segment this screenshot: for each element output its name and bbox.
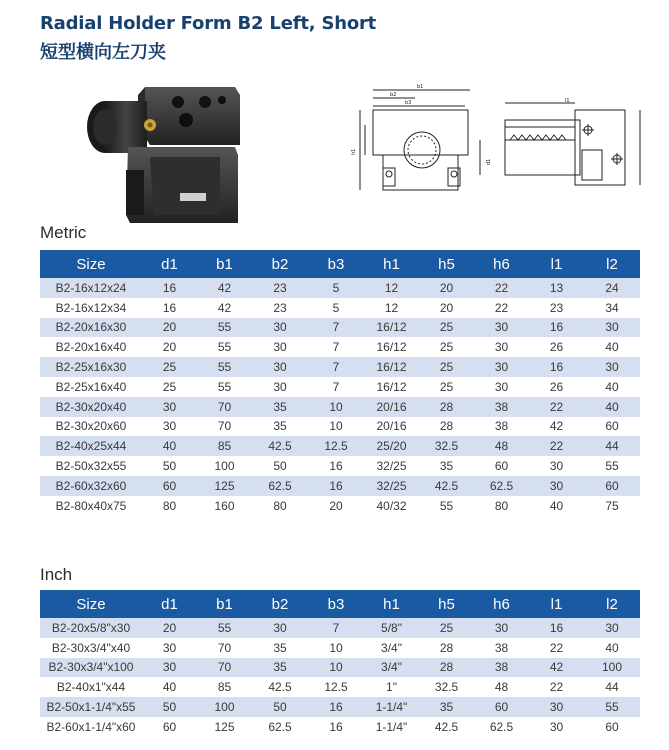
table-row: [40, 318, 640, 338]
value-cell: 7: [332, 379, 340, 394]
value-cell: 30: [252, 357, 308, 377]
value-cell: 23: [252, 278, 308, 298]
size-cell: B2-40x1"x44: [56, 680, 126, 695]
value-cell: 35: [439, 459, 454, 474]
value-cell: 30: [142, 397, 197, 417]
value-cell: 55: [197, 618, 252, 638]
value-cell: 60: [605, 719, 619, 734]
value-cell: 80: [494, 498, 509, 513]
metric-column-header: h1: [364, 250, 419, 278]
value-cell: 55: [197, 318, 252, 338]
value-cell: 30: [494, 340, 509, 355]
value-cell: 85: [197, 436, 252, 456]
value-cell: 60: [605, 419, 619, 434]
value-cell: 80: [273, 498, 287, 513]
value-cell: 16: [529, 357, 584, 377]
value-cell: 26: [549, 340, 564, 355]
table-row: [40, 717, 640, 737]
value-cell: 55: [584, 697, 640, 717]
value-cell: 25: [419, 318, 474, 338]
value-cell: 20: [329, 498, 343, 513]
value-cell: 160: [214, 498, 235, 513]
value-cell: 1-1/4": [364, 697, 419, 717]
value-cell: 40: [605, 379, 619, 394]
value-cell: 25: [142, 357, 197, 377]
value-cell: 38: [474, 658, 529, 678]
value-cell: 16: [329, 719, 343, 734]
value-cell: 16: [308, 476, 364, 496]
value-cell: 22: [549, 640, 564, 655]
value-cell: 30: [162, 419, 177, 434]
value-cell: 16: [529, 618, 584, 638]
value-cell: 60: [142, 476, 197, 496]
value-cell: 30: [474, 318, 529, 338]
value-cell: 30: [273, 379, 287, 394]
inch-column-header: Size: [40, 590, 142, 618]
table-row: [40, 476, 640, 496]
value-cell: 16/12: [376, 379, 407, 394]
label-d1: d1: [486, 158, 492, 165]
value-cell: 42.5: [268, 680, 292, 695]
label-b1: b1: [417, 84, 424, 90]
value-cell: 25: [162, 379, 177, 394]
value-cell: 20: [142, 318, 197, 338]
value-cell: 10: [329, 640, 343, 655]
value-cell: 25/20: [364, 436, 419, 456]
value-cell: 35: [273, 419, 287, 434]
value-cell: 7: [332, 340, 340, 355]
value-cell: 12: [364, 278, 419, 298]
value-cell: 16: [308, 697, 364, 717]
value-cell: 30: [252, 618, 308, 638]
value-cell: 20: [142, 618, 197, 638]
value-cell: 80: [162, 498, 177, 513]
label-b2: b2: [390, 92, 397, 98]
size-cell: B2-30x3/4"x40: [51, 640, 131, 655]
inch-table: [40, 590, 640, 737]
value-cell: 55: [217, 340, 232, 355]
value-cell: 60: [584, 476, 640, 496]
value-cell: 30: [474, 357, 529, 377]
value-cell: 10: [308, 658, 364, 678]
value-cell: 7: [308, 357, 364, 377]
value-cell: 28: [419, 397, 474, 417]
value-cell: 40: [584, 397, 640, 417]
value-cell: 70: [197, 397, 252, 417]
page-subtitle-chinese: 短型横向左刀夹: [40, 42, 166, 63]
value-cell: 30: [162, 640, 177, 655]
table-row: [40, 638, 640, 658]
table-row: [40, 496, 640, 516]
value-cell: 30: [584, 357, 640, 377]
metric-column-header: h5: [419, 250, 474, 278]
size-cell: B2-16x12x34: [55, 300, 127, 315]
metric-column-header: l1: [529, 250, 584, 278]
value-cell: 16: [142, 278, 197, 298]
value-cell: 30: [549, 459, 564, 474]
value-cell: 5: [308, 278, 364, 298]
value-cell: 42: [549, 419, 564, 434]
value-cell: 7: [308, 618, 364, 638]
inch-column-header: h5: [419, 590, 474, 618]
size-cell: B2-20x16x40: [55, 340, 127, 355]
table-row: [40, 377, 640, 397]
table-row: [40, 357, 640, 377]
value-cell: 3/4": [364, 658, 419, 678]
table-row: [40, 658, 640, 678]
value-cell: 12.5: [308, 436, 364, 456]
value-cell: 60: [162, 719, 177, 734]
inch-column-header: h6: [474, 590, 529, 618]
label-h1: h1: [351, 148, 357, 155]
inch-section-label: Inch: [40, 565, 73, 584]
table-row: [40, 417, 640, 437]
metric-column-header: h6: [474, 250, 529, 278]
value-cell: 22: [494, 300, 509, 315]
label-b3: b3: [405, 100, 412, 106]
value-cell: 30: [529, 476, 584, 496]
size-cell: B2-20x16x30: [40, 318, 142, 338]
value-cell: 25: [439, 379, 454, 394]
value-cell: 35: [419, 697, 474, 717]
value-cell: 40/32: [376, 498, 407, 513]
value-cell: 20/16: [376, 419, 407, 434]
product-photo: [70, 75, 250, 235]
value-cell: 42.5: [434, 719, 459, 734]
value-cell: 32.5: [434, 680, 459, 695]
value-cell: 20: [162, 340, 177, 355]
table-row: [40, 618, 640, 638]
value-cell: 1": [386, 680, 397, 695]
value-cell: 35: [273, 640, 287, 655]
value-cell: 40: [142, 436, 197, 456]
value-cell: 16/12: [364, 318, 419, 338]
value-cell: 55: [439, 498, 454, 513]
value-cell: 50: [142, 697, 197, 717]
table-row: [40, 677, 640, 697]
value-cell: 125: [197, 476, 252, 496]
size-cell: B2-30x20x40: [40, 397, 142, 417]
table-row: [40, 278, 640, 298]
value-cell: 30: [474, 618, 529, 638]
value-cell: 60: [494, 459, 509, 474]
value-cell: 16/12: [376, 340, 407, 355]
value-cell: 75: [605, 498, 619, 513]
value-cell: 60: [474, 697, 529, 717]
inch-column-header: d1: [142, 590, 197, 618]
value-cell: 10: [329, 419, 343, 434]
metric-column-header: b1: [197, 250, 252, 278]
inch-column-header: l2: [584, 590, 640, 618]
value-cell: 30: [252, 318, 308, 338]
size-cell: B2-20x5/8"x30: [40, 618, 142, 638]
value-cell: 85: [217, 680, 232, 695]
value-cell: 32/25: [376, 459, 407, 474]
technical-drawing-top-view: [470, 95, 650, 200]
value-cell: 20: [419, 278, 474, 298]
inch-column-header: b2: [252, 590, 308, 618]
value-cell: 50: [273, 459, 287, 474]
value-cell: 42: [197, 278, 252, 298]
value-cell: 44: [584, 436, 640, 456]
value-cell: 28: [419, 658, 474, 678]
label-l1: l1: [565, 98, 570, 104]
metric-column-header: d1: [142, 250, 197, 278]
value-cell: 16: [529, 318, 584, 338]
inch-table-header: [40, 590, 640, 618]
value-cell: 22: [529, 397, 584, 417]
table-row: [40, 456, 640, 476]
value-cell: 32/25: [364, 476, 419, 496]
value-cell: 25: [419, 357, 474, 377]
value-cell: 7: [308, 318, 364, 338]
value-cell: 28: [439, 419, 454, 434]
size-cell: B2-30x3/4"x100: [40, 658, 142, 678]
metric-column-header: l2: [584, 250, 640, 278]
size-cell: B2-60x32x60: [40, 476, 142, 496]
value-cell: 42: [217, 300, 232, 315]
size-cell: B2-50x32x55: [55, 459, 127, 474]
value-cell: 25: [419, 618, 474, 638]
value-cell: 70: [217, 419, 232, 434]
size-cell: B2-50x1-1/4"x55: [40, 697, 142, 717]
value-cell: 30: [273, 340, 287, 355]
value-cell: 22: [549, 680, 564, 695]
value-cell: 42.5: [419, 476, 474, 496]
value-cell: 40: [162, 680, 177, 695]
value-cell: 30: [549, 719, 564, 734]
value-cell: 100: [214, 459, 235, 474]
size-cell: B2-30x20x60: [55, 419, 127, 434]
value-cell: 16/12: [364, 357, 419, 377]
table-row: [40, 337, 640, 357]
table-row: [40, 397, 640, 417]
table-row: [40, 697, 640, 717]
value-cell: 55: [605, 459, 619, 474]
size-cell: B2-25x16x40: [55, 379, 127, 394]
inch-column-header: b3: [308, 590, 364, 618]
value-cell: 38: [494, 419, 509, 434]
value-cell: 1-1/4": [375, 719, 408, 734]
metric-column-header: Size: [40, 250, 142, 278]
value-cell: 50: [162, 459, 177, 474]
value-cell: 22: [474, 278, 529, 298]
value-cell: 5: [332, 300, 340, 315]
value-cell: 70: [197, 658, 252, 678]
size-cell: B2-25x16x30: [40, 357, 142, 377]
value-cell: 38: [494, 640, 509, 655]
value-cell: 24: [584, 278, 640, 298]
value-cell: 62.5: [474, 476, 529, 496]
size-cell: B2-60x1-1/4"x60: [46, 719, 136, 734]
value-cell: 42.5: [252, 436, 308, 456]
value-cell: 10: [308, 397, 364, 417]
size-cell: B2-40x25x44: [40, 436, 142, 456]
metric-section-label: Metric: [40, 223, 87, 242]
value-cell: 13: [529, 278, 584, 298]
value-cell: 25: [439, 340, 454, 355]
value-cell: 44: [605, 680, 619, 695]
inch-column-header: b1: [197, 590, 252, 618]
value-cell: 23: [273, 300, 287, 315]
table-row: [40, 436, 640, 456]
table-row: [40, 298, 640, 318]
value-cell: 55: [217, 379, 232, 394]
value-cell: 5/8": [364, 618, 419, 638]
value-cell: 50: [252, 697, 308, 717]
page-title: Radial Holder Form B2 Left, Short: [40, 13, 377, 34]
value-cell: 100: [584, 658, 640, 678]
value-cell: 30: [494, 379, 509, 394]
value-cell: 32.5: [419, 436, 474, 456]
value-cell: 62.5: [252, 476, 308, 496]
value-cell: 38: [474, 397, 529, 417]
value-cell: 30: [142, 658, 197, 678]
value-cell: 30: [529, 697, 584, 717]
metric-table: [40, 250, 640, 516]
value-cell: 62.5: [489, 719, 514, 734]
value-cell: 3/4": [381, 640, 402, 655]
value-cell: 23: [549, 300, 564, 315]
metric-table-header: [40, 250, 640, 278]
value-cell: 100: [197, 697, 252, 717]
value-cell: 62.5: [268, 719, 292, 734]
inch-column-header: h1: [364, 590, 419, 618]
value-cell: 26: [549, 379, 564, 394]
inch-column-header: l1: [529, 590, 584, 618]
value-cell: 125: [214, 719, 235, 734]
value-cell: 16: [329, 459, 343, 474]
value-cell: 16: [162, 300, 177, 315]
value-cell: 20: [439, 300, 454, 315]
value-cell: 55: [197, 357, 252, 377]
value-cell: 40: [605, 340, 619, 355]
value-cell: 40: [605, 640, 619, 655]
value-cell: 48: [494, 680, 509, 695]
value-cell: 34: [605, 300, 619, 315]
size-cell: B2-80x40x75: [55, 498, 127, 513]
size-cell: B2-16x12x24: [40, 278, 142, 298]
value-cell: 35: [252, 397, 308, 417]
value-cell: 30: [584, 318, 640, 338]
value-cell: 70: [217, 640, 232, 655]
value-cell: 12.5: [324, 680, 348, 695]
value-cell: 12: [384, 300, 399, 315]
value-cell: 30: [584, 618, 640, 638]
value-cell: 20/16: [364, 397, 419, 417]
metric-column-header: b2: [252, 250, 308, 278]
metric-column-header: b3: [308, 250, 364, 278]
value-cell: 22: [529, 436, 584, 456]
value-cell: 35: [252, 658, 308, 678]
technical-drawing-side-view: [345, 80, 475, 205]
value-cell: 42: [529, 658, 584, 678]
value-cell: 28: [439, 640, 454, 655]
value-cell: 48: [474, 436, 529, 456]
value-cell: 40: [549, 498, 564, 513]
